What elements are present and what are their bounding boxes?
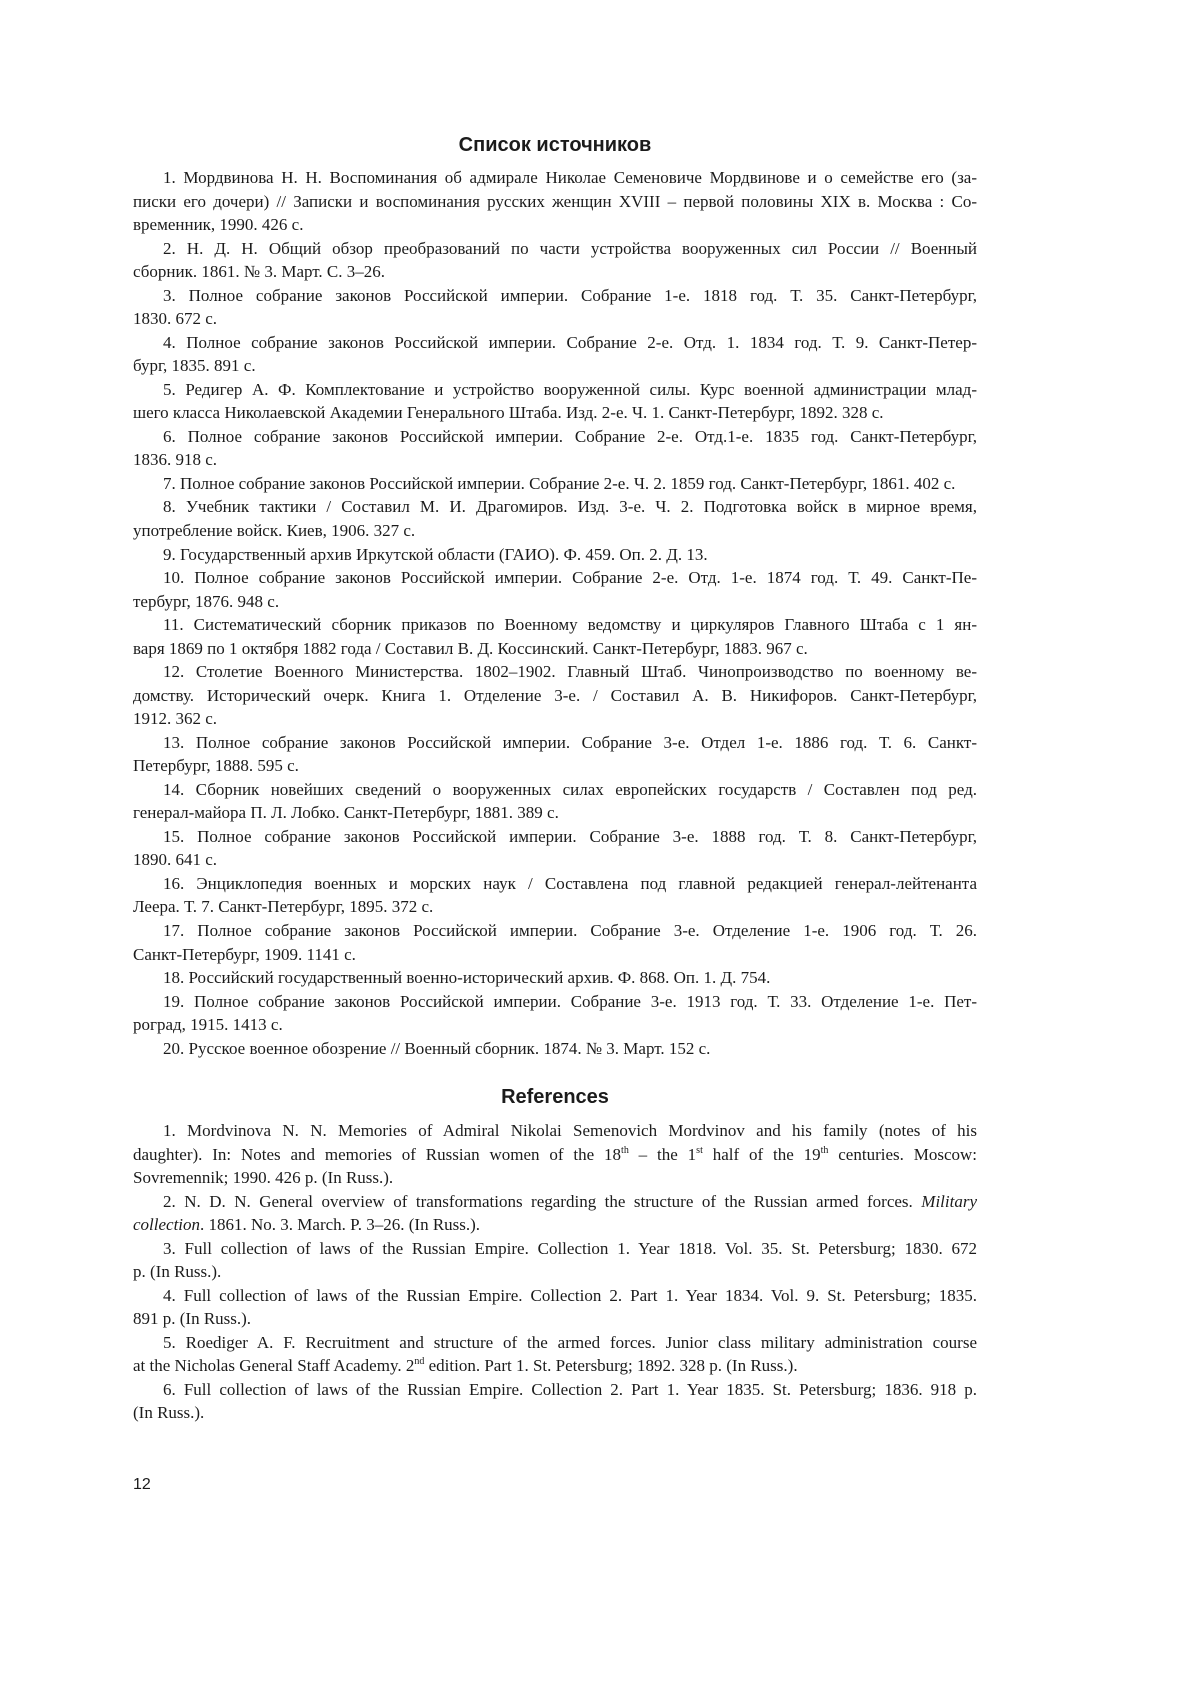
- source-line: писки его дочери) // Записки и воспоминания русских женщин XVIII – первой половины XIX в. Москва : Со-: [133, 191, 977, 211]
- ordinal-superscript: st: [696, 1144, 703, 1156]
- reference-line: Sovremennik; 1990. 426 p. (In Russ.).: [133, 1168, 394, 1188]
- text-run: half of the 19: [702, 1144, 821, 1164]
- source-entry: [133, 613, 977, 660]
- source-entry: [133, 966, 977, 990]
- reference-line: (In Russ.).: [133, 1403, 205, 1423]
- source-entry: [133, 495, 977, 542]
- source-entry: [133, 872, 977, 919]
- source-line: 20. Русское военное обозрение // Военный сборник. 1874. № 3. Март. 152 с.: [163, 1038, 711, 1058]
- source-line: Санкт-Петербург, 1909. 1141 с.: [133, 944, 356, 964]
- source-line: 13. Полное собрание законов Российской империи. Собрание 3-е. Отдел 1-е. 1886 год. Т. 6. Санкт-: [163, 732, 977, 752]
- source-entry: [133, 378, 977, 425]
- source-line: генерал-майора П. Л. Лобко. Санкт-Петербург, 1881. 389 с.: [133, 803, 559, 823]
- references-heading: References: [501, 1086, 609, 1108]
- reference-entry: [133, 1284, 977, 1331]
- text-run: centuries. Moscow:: [828, 1144, 978, 1164]
- source-entry: [133, 919, 977, 966]
- source-entry: [133, 425, 977, 472]
- reference-line: 6. Full collection of laws of the Russian Empire. Collection 2. Part 1. Year 1835. St. Petersburg; 1836. 918 p.: [163, 1379, 977, 1399]
- source-line: временник, 1990. 426 с.: [133, 215, 304, 235]
- reference-line: [133, 1143, 977, 1167]
- source-entry: [133, 990, 977, 1037]
- source-entry: [133, 237, 977, 284]
- source-line: 1. Мордвинова Н. Н. Воспоминания об адмирале Николае Семеновиче Мордвинове и о семействе его (за-: [163, 168, 977, 187]
- source-line: 4. Полное собрание законов Российской империи. Собрание 2-е. Отд. 1. 1834 год. Т. 9. Санкт-Петер-: [163, 332, 977, 352]
- source-line: Петербург, 1888. 595 с.: [133, 756, 299, 776]
- source-line: 10. Полное собрание законов Российской империи. Собрание 2-е. Отд. 1-е. 1874 год. Т. 49. Санкт-Пе-: [163, 568, 977, 588]
- source-line: 9. Государственный архив Иркутской области (ГАИО). Ф. 459. Оп. 2. Д. 13.: [163, 544, 708, 564]
- source-line: 11. Систематический сборник приказов по Военному ведомству и циркуляров Главного Штаба с 1 ян-: [163, 615, 977, 635]
- source-entry: [133, 778, 977, 825]
- source-line: тербург, 1876. 948 с.: [133, 591, 280, 611]
- reference-entry: [133, 1119, 977, 1190]
- source-entry: [133, 543, 977, 567]
- text-run: 2. N. D. N. General overview of transformations regarding the structure of the Russian armed forces.: [163, 1191, 922, 1211]
- source-line: 14. Сборник новейших сведений о вооруженных силах европейских государств / Составлен под ред.: [163, 779, 977, 799]
- reference-entry: [133, 1331, 977, 1378]
- text-run: . 1861. No. 3. March. P. 3–26. (In Russ.).: [200, 1215, 481, 1235]
- reference-line: 3. Full collection of laws of the Russian Empire. Collection 1. Year 1818. Vol. 35. St. Petersburg; 1830. 672: [163, 1238, 977, 1258]
- source-entry: [133, 1037, 977, 1061]
- source-line: 1890. 641 с.: [133, 850, 218, 870]
- reference-line: [133, 1213, 977, 1237]
- reference-line: 5. Roediger A. F. Recruitment and structure of the armed forces. Junior class military administration course: [163, 1332, 977, 1352]
- sources-list: [133, 166, 977, 1060]
- source-line: 6. Полное собрание законов Российской империи. Собрание 2-е. Отд.1-е. 1835 год. Санкт-Петербург,: [163, 426, 977, 446]
- source-line: 2. Н. Д. Н. Общий обзор преобразований по части устройства вооруженных сил России // Военный: [163, 238, 977, 258]
- source-line: 1836. 918 с.: [133, 450, 218, 470]
- source-line: 1830. 672 с.: [133, 309, 218, 329]
- reference-entry: [133, 1190, 977, 1237]
- source-entry: [133, 284, 977, 331]
- ordinal-superscript: th: [621, 1144, 629, 1156]
- ordinal-superscript: th: [820, 1144, 829, 1156]
- reference-line: 4. Full collection of laws of the Russian Empire. Collection 2. Part 1. Year 1834. Vol. 9. St. Petersburg; 1835.: [163, 1285, 977, 1305]
- source-line: 15. Полное собрание законов Российской империи. Собрание 3-е. 1888 год. Т. 8. Санкт-Петербург,: [163, 826, 977, 846]
- reference-line: 891 p. (In Russ.).: [133, 1309, 252, 1329]
- source-line: 8. Учебник тактики / Составил М. И. Драгомиров. Изд. 3-е. Ч. 2. Подготовка войск в мирное время,: [163, 497, 977, 517]
- italic-title: Military: [921, 1191, 977, 1211]
- source-entry: [133, 660, 977, 731]
- text-run: daughter). In: Notes and memories of Russian women of the 18: [133, 1144, 622, 1164]
- reference-line: 1. Mordvinova N. N. Memories of Admiral Nikolai Semenovich Mordvinov and his family (notes of his: [163, 1121, 977, 1140]
- italic-title: collection: [133, 1215, 201, 1235]
- text-run: at the Nicholas General Staff Academy. 2: [133, 1356, 415, 1376]
- text-run: edition. Part 1. St. Petersburg; 1892. 328 p. (In Russ.).: [424, 1356, 798, 1376]
- source-line: сборник. 1861. № 3. Март. С. 3–26.: [133, 262, 386, 282]
- source-line: 19. Полное собрание законов Российской империи. Собрание 3-е. 1913 год. Т. 33. Отделение 1-е. Пет-: [163, 991, 977, 1011]
- source-line: 17. Полное собрание законов Российской империи. Собрание 3-е. Отделение 1-е. 1906 год. Т. 26.: [163, 921, 977, 940]
- source-line: 3. Полное собрание законов Российской империи. Собрание 1-е. 1818 год. Т. 35. Санкт-Петербург,: [163, 285, 977, 305]
- source-line: шего класса Николаевской Академии Генерального Штаба. Изд. 2-е. Ч. 1. Санкт-Петербург, 1892. 328 с.: [133, 403, 884, 423]
- source-entry: [133, 166, 977, 237]
- source-line: домству. Исторический очерк. Книга 1. Отделение 3-е. / Составил А. В. Никифоров. Санкт-Петербург,: [133, 685, 977, 705]
- reference-entry: [133, 1237, 977, 1284]
- reference-line: [133, 1354, 977, 1378]
- reference-entry: [133, 1378, 977, 1425]
- source-line: 16. Энциклопедия военных и морских наук / Составлена под главной редакцией генерал-лейтенанта: [163, 873, 977, 893]
- source-line: роград, 1915. 1413 с.: [133, 1015, 283, 1035]
- source-line: 1912. 362 с.: [133, 709, 218, 729]
- page-number: 12: [133, 1476, 151, 1493]
- source-line: варя 1869 по 1 октября 1882 года / Составил В. Д. Коссинский. Санкт-Петербург, 1883. 967 с.: [133, 638, 808, 658]
- source-line: Леера. Т. 7. Санкт-Петербург, 1895. 372 с.: [133, 897, 434, 917]
- source-entry: [133, 566, 977, 613]
- source-line: 7. Полное собрание законов Российской империи. Собрание 2-е. Ч. 2. 1859 год. Санкт-Петербург, 1861. 402 с.: [163, 473, 956, 493]
- source-entry: [133, 472, 977, 496]
- references-list: [133, 1119, 977, 1425]
- source-entry: [133, 731, 977, 778]
- source-line: 12. Столетие Военного Министерства. 1802–1902. Главный Штаб. Чинопроизводство по военному ве-: [163, 662, 977, 682]
- source-line: 18. Российский государственный военно-исторический архив. Ф. 868. Оп. 1. Д. 754.: [163, 968, 771, 988]
- source-line: употребление войск. Киев, 1906. 327 с.: [133, 520, 416, 540]
- source-line: бург, 1835. 891 с.: [133, 356, 256, 376]
- sources-heading: Список источников: [458, 134, 652, 156]
- source-entry: [133, 825, 977, 872]
- source-line: 5. Редигер А. Ф. Комплектование и устройство вооруженной силы. Курс военной администрации млад-: [163, 379, 977, 399]
- reference-line: [133, 1190, 977, 1214]
- ordinal-superscript: nd: [414, 1356, 425, 1368]
- source-entry: [133, 331, 977, 378]
- text-run: – the 1: [628, 1144, 697, 1164]
- reference-line: p. (In Russ.).: [133, 1262, 222, 1282]
